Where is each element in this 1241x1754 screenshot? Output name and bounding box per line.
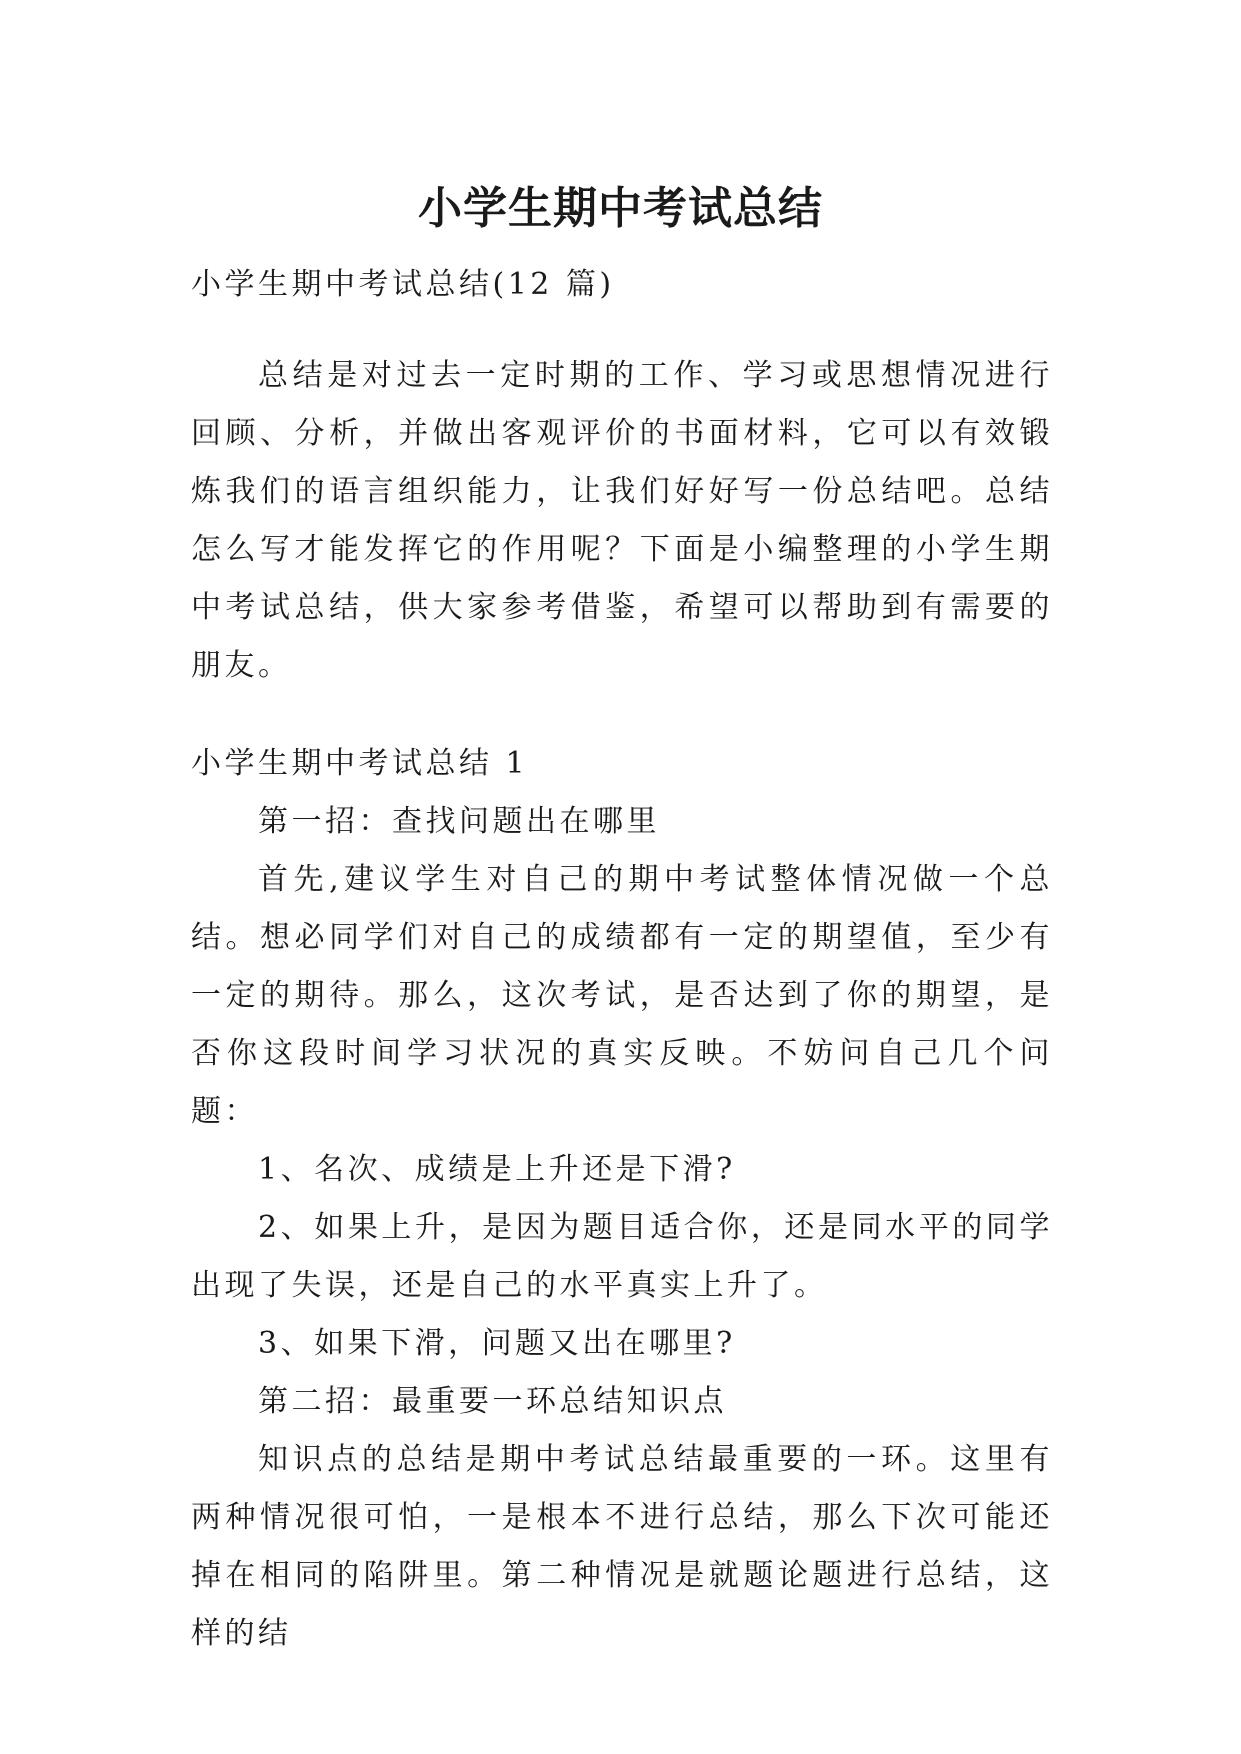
- step-2-heading: 第二招：最重要一环总结知识点: [258, 1384, 727, 1419]
- paragraph-2: 知识点的总结是期中考试总结最重要的一环。这里有两种情况很可怕，一是根本不进行总结，那么下次可能还掉在相同的陷阱里。第二种情况是就题论题进行总结，这样的结: [191, 1442, 1053, 1651]
- question-3: 3、如果下滑，问题又出在哪里?: [258, 1326, 736, 1361]
- section-heading-1: 小学生期中考试总结 1: [191, 746, 529, 781]
- step-1-heading: 第一招：查找问题出在哪里: [258, 804, 660, 839]
- document-subtitle: 小学生期中考试总结(12 篇): [191, 267, 615, 302]
- intro-paragraph: 总结是对过去一定时期的工作、学习或思想情况进行回顾、分析，并做出客观评价的书面材料，它可以有效锻炼我们的语言组织能力，让我们好好写一份总结吧。总结怎么写才能发挥它的作用呢？下面是小编整理的小学生期中考试总结，供大家参考借鉴，希望可以帮助到有需要的朋友。: [191, 358, 1053, 683]
- question-1: 1、名次、成绩是上升还是下滑?: [258, 1152, 736, 1187]
- paragraph-1: 首先,建议学生对自己的期中考试整体情况做一个总结。想必同学们对自己的成绩都有一定的期望值，至少有一定的期待。那么，这次考试，是否达到了你的期望，是否你这段时间学习状况的真实反映。不妨问自己几个问题：: [191, 862, 1053, 1129]
- document-body: [191, 256, 1053, 1663]
- question-2: 2、如果上升，是因为题目适合你，还是同水平的同学出现了失误，还是自己的水平真实上升了。: [191, 1210, 1053, 1303]
- document-title: 小学生期中考试总结: [418, 183, 823, 235]
